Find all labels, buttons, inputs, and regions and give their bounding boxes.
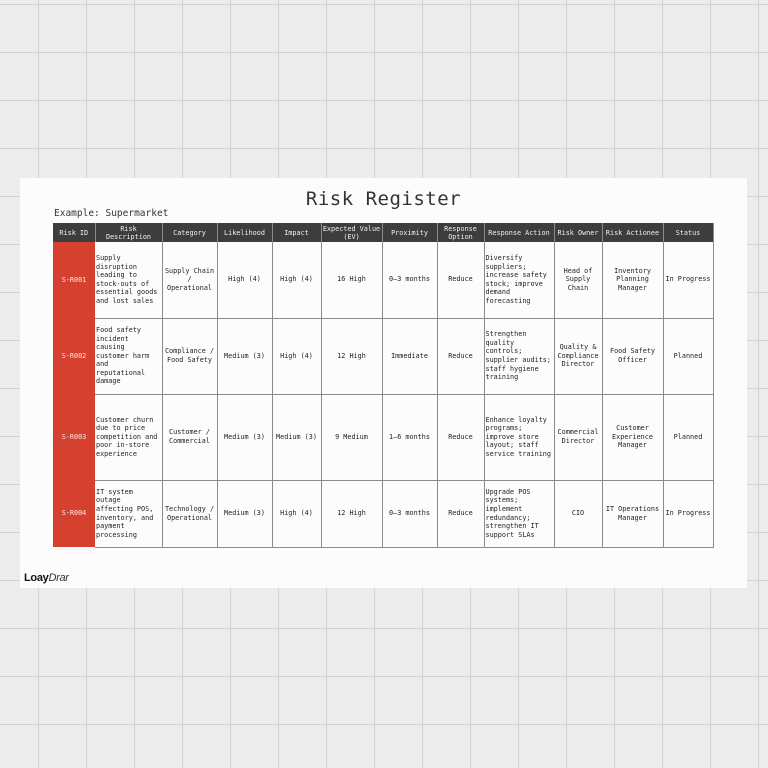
likelihood-cell: Medium (3): [217, 394, 272, 480]
risk-id-cell: S-R003: [53, 394, 95, 480]
proximity-cell: 0–3 months: [382, 480, 437, 547]
risk-owner-cell: Head of Supply Chain: [554, 242, 602, 318]
header-impact: Impact: [272, 223, 321, 242]
expected-value-cell: 16 High: [321, 242, 382, 318]
header-category: Category: [162, 223, 217, 242]
proximity-cell: Immediate: [382, 318, 437, 394]
risk-actionee-cell: IT Operations Manager: [602, 480, 663, 547]
proximity-cell: 0–3 months: [382, 242, 437, 318]
brand-logo: [24, 572, 69, 584]
page-title: Risk Register: [305, 188, 462, 210]
response-action-cell: Strengthen quality controls; supplier audits; staff hygiene training: [484, 318, 554, 394]
header-risk-description: Risk Description: [95, 223, 162, 242]
impact-cell: High (4): [272, 480, 321, 547]
header-proximity: Proximity: [382, 223, 437, 242]
category-cell: Technology / Operational: [162, 480, 217, 547]
impact-cell: High (4): [272, 318, 321, 394]
status-cell: In Progress: [663, 480, 713, 547]
header-risk-actionee: Risk Actionee: [602, 223, 663, 242]
risk-register-table: [53, 223, 714, 548]
impact-cell: High (4): [272, 242, 321, 318]
risk-register-card: [20, 178, 747, 588]
proximity-cell: 1–6 months: [382, 394, 437, 480]
risk-id-cell: S-R001: [53, 242, 95, 318]
header-status: Status: [663, 223, 713, 242]
status-cell: Planned: [663, 394, 713, 480]
header-response-option: Response Option: [437, 223, 484, 242]
header-risk-id: Risk ID: [53, 223, 95, 242]
table-header-row: [53, 223, 713, 242]
expected-value-cell: 12 High: [321, 480, 382, 547]
header-response-action: Response Action: [484, 223, 554, 242]
likelihood-cell: High (4): [217, 242, 272, 318]
response-option-cell: Reduce: [437, 480, 484, 547]
category-cell: Compliance / Food Safety: [162, 318, 217, 394]
risk-actionee-cell: Inventory Planning Manager: [602, 242, 663, 318]
header-risk-owner: Risk Owner: [554, 223, 602, 242]
risk-actionee-cell: Food Safety Officer: [602, 318, 663, 394]
category-cell: Supply Chain / Operational: [162, 242, 217, 318]
response-action-cell: Enhance loyalty programs; improve store layout; staff service training: [484, 394, 554, 480]
risk-description-cell: Food safety incident causing customer harm and reputational damage: [95, 318, 162, 394]
risk-owner-cell: Quality & Compliance Director: [554, 318, 602, 394]
response-option-cell: Reduce: [437, 242, 484, 318]
header-expected-value: Expected Value (EV): [322, 224, 381, 241]
category-cell: Customer / Commercial: [162, 394, 217, 480]
table-row: [53, 318, 713, 394]
expected-value-cell: 9 Medium: [321, 394, 382, 480]
impact-cell: Medium (3): [272, 394, 321, 480]
risk-description-cell: Supply disruption leading to stock-outs of essential goods and lost sales: [95, 242, 162, 318]
response-action-cell: Upgrade POS systems; implement redundancy; strengthen IT support SLAs: [484, 480, 554, 547]
table-row: [53, 394, 713, 480]
risk-actionee-cell: Customer Experience Manager: [602, 394, 663, 480]
logo-light-text: Drar: [48, 572, 69, 584]
risk-owner-cell: CIO: [554, 480, 602, 547]
table-row: [53, 480, 713, 547]
likelihood-cell: Medium (3): [217, 480, 272, 547]
page-subtitle: Example: Supermarket: [54, 208, 169, 219]
header-likelihood: Likelihood: [217, 223, 272, 242]
risk-id-cell: S-R002: [53, 318, 95, 394]
logo-bold-text: Loay: [24, 572, 49, 584]
risk-description-cell: Customer churn due to price competition and poor in-store experience: [95, 394, 162, 480]
risk-description-cell: IT system outage affecting POS, inventory, and payment processing: [95, 480, 162, 547]
response-action-cell: Diversify suppliers; increase safety stock; improve demand forecasting: [484, 242, 554, 318]
risk-owner-cell: Commercial Director: [554, 394, 602, 480]
risk-id-cell: S-R004: [53, 480, 95, 547]
status-cell: In Progress: [663, 242, 713, 318]
response-option-cell: Reduce: [437, 394, 484, 480]
expected-value-cell: 12 High: [321, 318, 382, 394]
response-option-cell: Reduce: [437, 318, 484, 394]
likelihood-cell: Medium (3): [217, 318, 272, 394]
status-cell: Planned: [663, 318, 713, 394]
table-row: [53, 242, 713, 318]
